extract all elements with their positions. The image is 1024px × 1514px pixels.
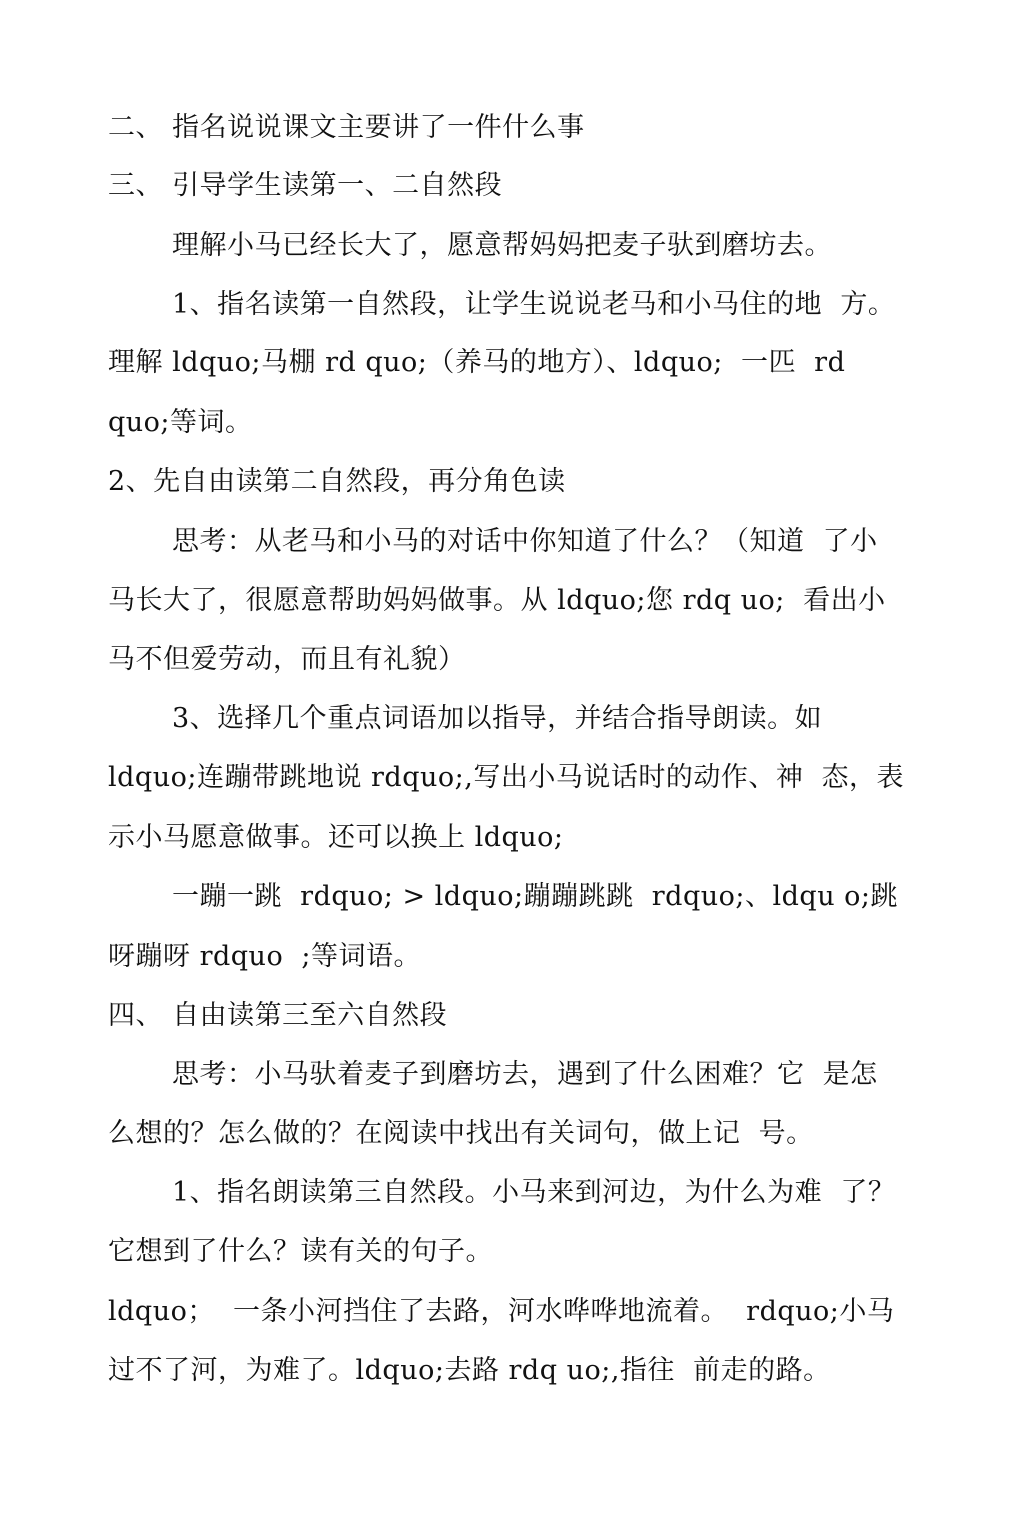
section-heading-2: 二、 指名说说课文主要讲了一件什么事 [108,112,585,143]
section-heading-4: 四、 自由读第三至六自然段 [108,1000,448,1031]
paragraph-line: 过不了河，为难了。ldquo;去路 rdq uo;,指往 前走的路。 [108,1355,831,1386]
section-heading-3: 三、 引导学生读第一、二自然段 [108,170,503,201]
paragraph-line: 思考：从老马和小马的对话中你知道了什么？（知道 了小 [172,526,878,557]
paragraph-line: ldquo； 一条小河挡住了去路，河水哗哗地流着。 rdquo;小马 [108,1296,895,1327]
paragraph-line: 3、选择几个重点词语加以指导，并结合指导朗读。如 [172,703,823,734]
paragraph-line: 2、先自由读第二自然段，再分角色读 [108,466,566,497]
paragraph-line: quo;等词。 [108,407,253,438]
paragraph-line: 理解 ldquo;马棚 rd quo;（养马的地方）、ldquo; 一匹 rd [108,347,846,378]
paragraph-line: 思考：小马驮着麦子到磨坊去，遇到了什么困难？它 是怎 [172,1059,878,1090]
paragraph-line: 1、指名读第一自然段，让学生说说老马和小马住的地 方。 [172,289,896,320]
paragraph-line: 它想到了什么？读有关的句子。 [108,1236,493,1267]
paragraph-line: 一蹦一跳 rdquo; > ldquo;蹦蹦跳跳 rdquo;、ldqu o;跳 [172,881,899,912]
paragraph-line: 么想的？怎么做的？在阅读中找出有关词句，做上记 号。 [108,1118,814,1149]
paragraph-line: 呀蹦呀 rdquo ;等词语。 [108,941,421,972]
paragraph-line: 示小马愿意做事。还可以换上 ldquo; [108,822,564,853]
paragraph-line: 理解小马已经长大了，愿意帮妈妈把麦子驮到磨坊去。 [172,230,832,261]
paragraph-line: 马长大了，很愿意帮助妈妈做事。从 ldquo;您 rdq uo; 看出小 [108,585,886,616]
paragraph-line: ldquo;连蹦带跳地说 rdquo;,写出小马说话时的动作、神 态，表 [108,762,904,793]
paragraph-line: 1、指名朗读第三自然段。小马来到河边，为什么为难 了？ [172,1177,896,1208]
paragraph-line: 马不但爱劳动，而且有礼貌） [108,644,466,675]
